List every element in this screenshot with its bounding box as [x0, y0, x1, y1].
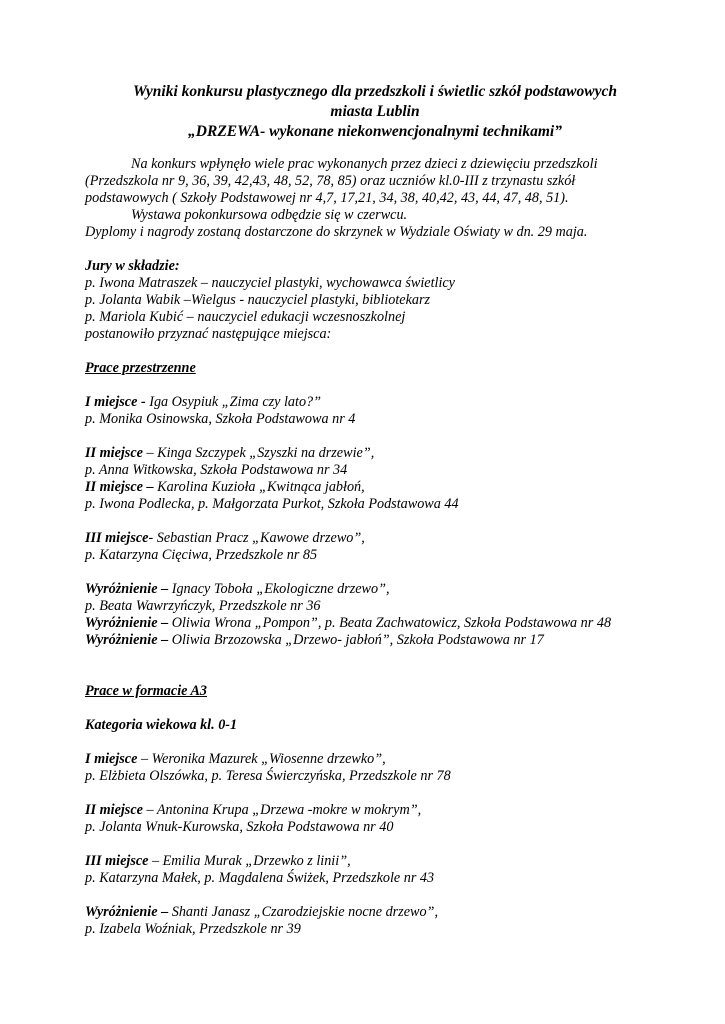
entry-text: – Weronika Mazurek „Wiosenne drzewko”,: [137, 751, 386, 767]
place-label: III miejsce: [85, 853, 149, 869]
place-label: I miejsce: [85, 751, 138, 767]
intro-line-5: Dyplomy i nagrody zostaną dostarczone do skrzynek w Wydziale Oświaty w dn. 29 maja.: [85, 224, 588, 240]
intro-line-3: podstawowych ( Szkoły Podstawowej nr 4,7, 17,21, 34, 38, 40,42, 43, 44, 47, 48, 51).: [85, 190, 569, 206]
list-item: [85, 445, 665, 462]
age-category: Kategoria wiekowa kl. 0-1: [85, 717, 238, 733]
entry-teacher: p. Anna Witkowska, Szkoła Podstawowa nr 34: [85, 462, 348, 478]
entry-text: – Emilia Murak „Drzewko z linii”,: [148, 853, 351, 869]
list-item: [85, 479, 665, 496]
entry-text: – Antonina Krupa „Drzewa -mokre w mokrym”,: [142, 802, 422, 818]
entry-text: Iga Osypiuk „Zima czy lato?”: [145, 394, 322, 410]
entry-text: Ignacy Toboła „Ekologiczne drzewo”,: [168, 581, 390, 597]
title-line-1: Wyniki konkursu plastycznego dla przedszkoli i świetlic szkół podstawowych: [132, 83, 617, 100]
entry-teacher: p. Iwona Podlecka, p. Małgorzata Purkot, Szkoła Podstawowa 44: [85, 496, 459, 512]
list-item: [85, 853, 665, 870]
entry-text: - Sebastian Pracz „Kawowe drzewo”,: [148, 530, 365, 546]
intro-line-4: Wystawa pokonkursowa odbędzie się w czerwcu.: [131, 207, 408, 223]
entry-teacher: p. Beata Wawrzyńczyk, Przedszkole nr 36: [85, 598, 321, 614]
section-heading: Prace przestrzenne: [85, 360, 196, 376]
jury-member-2: p. Jolanta Wabik –Wielgus - nauczyciel plastyki, bibliotekarz: [85, 292, 431, 308]
entry-teacher: p. Elżbieta Olszówka, p. Teresa Świerczyńska, Przedszkole nr 78: [85, 768, 451, 784]
jury-member-3: p. Mariola Kubić – nauczyciel edukacji wczesnoszkolnej: [85, 309, 406, 325]
list-item: [85, 615, 665, 632]
intro-line-2: (Przedszkola nr 9, 36, 39, 42,43, 48, 52, 78, 85) oraz uczniów kl.0-III z trzynastu szkół: [85, 173, 576, 189]
entry-teacher: p. Izabela Woźniak, Przedszkole nr 39: [85, 921, 301, 937]
list-item: [85, 802, 665, 819]
jury-decision: postanowiło przyznać następujące miejsca:: [85, 326, 332, 342]
place-label: Wyróżnienie –: [85, 581, 169, 597]
jury-section: [85, 258, 665, 343]
place-label: III miejsce: [85, 530, 149, 546]
entry-text: Oliwia Brzozowska „Drzewo- jabłoń”, Szkoła Podstawowa nr 17: [168, 632, 544, 648]
list-item: [85, 530, 665, 547]
place-label: Wyróżnienie –: [85, 632, 169, 648]
list-item: [85, 904, 665, 921]
section-a3-works: [85, 683, 665, 938]
document-title: [85, 82, 665, 142]
intro-paragraph: [85, 156, 665, 241]
place-label: II miejsce –: [85, 479, 154, 495]
entry-teacher: p. Katarzyna Małek, p. Magdalena Świżek, Przedszkole nr 43: [85, 870, 435, 886]
intro-line-1: Na konkurs wpłynęło wiele prac wykonanych przez dzieci z dziewięciu przedszkoli: [131, 156, 598, 172]
place-label: Wyróżnienie –: [85, 615, 169, 631]
list-item: [85, 751, 665, 768]
list-item: [85, 394, 665, 411]
section-heading: Prace w formacie A3: [85, 683, 208, 699]
jury-heading: Jury w składzie:: [85, 258, 180, 274]
entry-text: Karolina Kuzioła „Kwitnąca jabłoń,: [153, 479, 365, 495]
section-spatial-works: [85, 360, 665, 649]
place-label: II miejsce: [85, 802, 143, 818]
title-line-2: miasta Lublin: [330, 103, 420, 120]
place-label: II miejsce: [85, 445, 143, 461]
list-item: [85, 632, 665, 649]
entry-text: – Kinga Szczypek „Szyszki na drzewie”,: [142, 445, 375, 461]
entry-teacher: p. Katarzyna Cięciwa, Przedszkole nr 85: [85, 547, 318, 563]
entry-teacher: p. Monika Osinowska, Szkoła Podstawowa nr 4: [85, 411, 356, 427]
list-item: [85, 581, 665, 598]
entry-text: Oliwia Wrona „Pompon”, p. Beata Zachwatowicz, Szkoła Podstawowa nr 48: [168, 615, 612, 631]
place-label: Wyróżnienie –: [85, 904, 169, 920]
entry-text: Shanti Janasz „Czarodziejskie nocne drzewo”,: [168, 904, 438, 920]
place-label: I miejsce -: [85, 394, 146, 410]
jury-member-1: p. Iwona Matraszek – nauczyciel plastyki, wychowawca świetlicy: [85, 275, 455, 291]
title-line-3: „DRZEWA- wykonane niekonwencjonalnymi technikami”: [188, 123, 562, 140]
entry-teacher: p. Jolanta Wnuk-Kurowska, Szkoła Podstawowa nr 40: [85, 819, 394, 835]
